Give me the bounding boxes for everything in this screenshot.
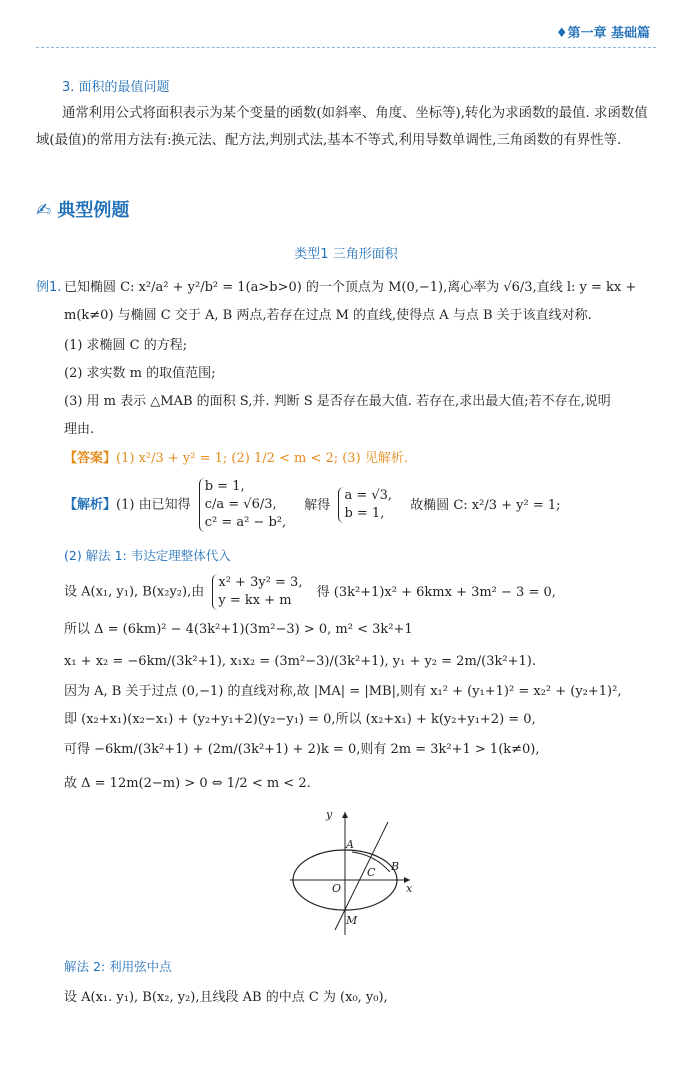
system-3: x² + 3y² = 3, y = kx + m <box>212 574 302 610</box>
solution-result: 故椭圆 C: x²/3 + y² = 1; <box>410 497 561 513</box>
label-m: M <box>346 914 358 927</box>
answer-tag: 【答案】 <box>64 451 117 466</box>
solution-line-3: x₁ + x₂ = −6km/(3k²+1), x₁x₂ = (3m²−3)/(3k²+1), y₁ + y₂ = 2m/(3k²+1). <box>64 654 536 669</box>
method-1-title: (2) 解法 1: 韦达定理整体代入 <box>64 548 231 563</box>
section-title: 3. 面积的最值问题 <box>62 80 170 95</box>
solution-line-6: 可得 −6km/(3k²+1) + (2m/(3k²+1) + 2)k = 0,则有 2m = 3k²+1 > 1(k≠0), <box>64 742 540 757</box>
question-1: (1) 求椭圆 C 的方程; <box>64 338 188 353</box>
question-2: (2) 求实数 m 的取值范围; <box>64 366 216 381</box>
label-b: B <box>391 860 400 873</box>
type-title: 类型1 三角形面积 <box>294 247 398 262</box>
label-a: A <box>346 838 354 851</box>
solution-tag: 【解析】 <box>64 497 117 513</box>
solution-part-1 <box>64 478 561 532</box>
label-o: O <box>332 882 342 895</box>
question-3a: (3) 用 m 表示 △MAB 的面积 S,并. 判断 S 是否存在最大值. 若存在,求出最大值;若不存在,说明 <box>64 394 611 409</box>
method-2-title: 解法 2: 利用弦中点 <box>64 959 172 974</box>
answer-text: (1) x²/3 + y² = 1; (2) 1/2 < m < 2; (3) 见解析. <box>116 451 408 466</box>
label-x: x <box>406 882 413 895</box>
typical-title: 典型例题 <box>57 200 130 221</box>
example-text-2: m(k≠0) 与椭圆 C 交于 A, B 两点,若存在过点 M 的直线,使得点 A 与点 B 关于该直线对称. <box>64 308 592 323</box>
solution-line-2: 所以 Δ = (6km)² − 4(3k²+1)(3m²−3) > 0, m² < 3k²+1 <box>64 622 413 637</box>
solution-line-4: 因为 A, B 关于过点 (0,−1) 的直线对称,故 |MA| = |MB|,则有 x₁² + (y₁+1)² = x₂² + (y₂+1)², <box>64 684 622 699</box>
pen-icon: ✍ <box>36 200 52 221</box>
header-divider <box>36 47 656 48</box>
answer-line <box>64 449 408 469</box>
section-paragraph: 通常利用公式将面积表示为某个变量的函数(如斜率、角度、坐标等),转化为求函数的最值. 求函数值域(最值)的常用方法有:换元法、配方法,判别式法,基本不等式,利用导数单调性,三角函数的有界性等. <box>36 106 648 148</box>
example-label: 例1. <box>36 280 62 295</box>
typical-examples-heading <box>36 196 129 222</box>
symmetry-line <box>335 822 388 930</box>
question-3b: 理由. <box>64 422 95 437</box>
ellipse-figure <box>280 800 420 940</box>
solution-line-1: 设 A(x₁, y₁), B(x₂y₂),由 x² + 3y² = 3, y = kx + m 得 (3k²+1)x² + 6kmx + 3m² − 3 = 0, <box>64 575 556 608</box>
system-2: a = √3, b = 1, <box>338 487 392 523</box>
system-1: b = 1, c/a = √6/3, c² = a² − b², <box>199 478 286 532</box>
example-text-1: 已知椭圆 C: x²/a² + y²/b² = 1(a>b>0) 的一个顶点为 M(0,−1),离心率为 √6/3,直线 l: y = kx + <box>64 280 637 295</box>
chapter-header: ♦第一章 基础篇 <box>555 26 650 41</box>
solution-line-5: 即 (x₂+x₁)(x₂−x₁) + (y₂+y₁+2)(y₂−y₁) = 0,所以 (x₂+x₁) + k(y₂+y₁+2) = 0, <box>64 712 536 727</box>
label-c: C <box>367 866 376 879</box>
label-y: y <box>326 808 333 821</box>
solution-intro: (1) 由已知得 <box>116 497 191 513</box>
solution-line-8: 设 A(x₁. y₁), B(x₂, y₂),且线段 AB 的中点 C 为 (x₀, y₀), <box>64 990 388 1005</box>
solution-line-7: 故 Δ = 12m(2−m) > 0 ⇔ 1/2 < m < 2. <box>64 776 311 791</box>
solution-mid: 解得 <box>304 497 331 513</box>
